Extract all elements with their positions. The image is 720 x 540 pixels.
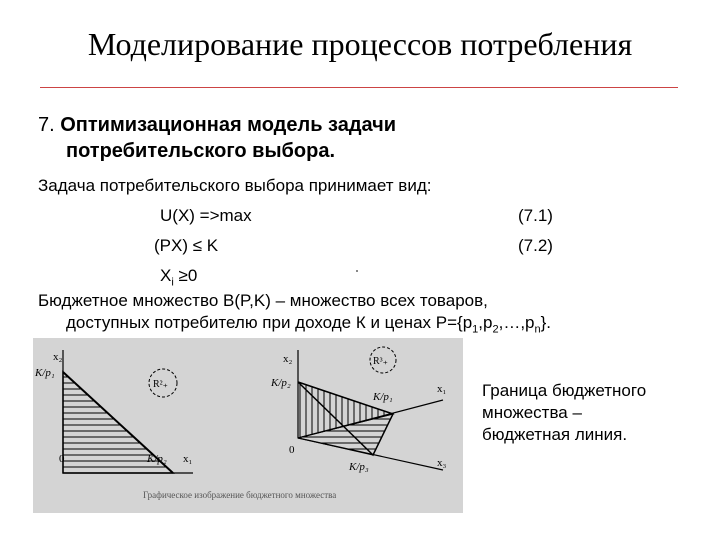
stray-dot	[356, 270, 358, 272]
figure-bottom-caption: Графическое изображение бюджетного множества	[143, 490, 337, 500]
right-k-p2-label: K/p₂	[271, 377, 291, 389]
left-k-p2-label: K/p₂	[147, 453, 167, 465]
right-k-p3-label: K/p₃	[349, 461, 369, 473]
section-title-line1: Оптимизационная модель задачи	[60, 114, 397, 136]
slide-title: Моделирование процессов потребления	[87, 26, 633, 62]
left-x2-label: x₂	[53, 351, 63, 363]
left-r2-label: R²₊	[153, 379, 168, 390]
budget-set-definition	[38, 290, 698, 340]
right-x3-label: x₃	[437, 457, 447, 469]
left-zero-label: 0	[59, 453, 65, 465]
caption-line3: бюджетная линия.	[482, 425, 628, 444]
left-budget-chart	[34, 350, 193, 473]
equation-label-7-1: (7.1)	[518, 206, 553, 225]
section-number: 7.	[38, 114, 55, 136]
right-r3-label: R³₊	[373, 356, 388, 367]
equation-utility: U(X) =>max	[160, 206, 252, 225]
budget-set-diagram	[33, 338, 463, 513]
equation-budget: (PX) ≤ K	[154, 236, 219, 255]
right-x2-label: x₂	[283, 353, 293, 365]
equation-label-7-2: (7.2)	[518, 236, 553, 255]
left-k-p1-label: K/p₁	[35, 367, 55, 379]
budget-line1: Бюджетное множество B(P,K) – множество всех товаров,	[38, 291, 488, 310]
figure-caption	[482, 380, 702, 446]
intro-text: Задача потребительского выбора принимает вид:	[38, 176, 432, 195]
budget-line2: доступных потребителю при доходе К и ценах $P=\{p_1,p_2,\dots,p_n\}$.	[66, 313, 552, 336]
equation-nonnegativity: $X_i \ge 0$	[160, 266, 198, 289]
title-divider	[40, 87, 678, 88]
section-heading	[38, 112, 396, 164]
caption-line2: множества –	[482, 403, 582, 422]
section-title-line2: потребительского выбора.	[66, 140, 336, 162]
caption-line1: Граница бюджетного	[482, 381, 647, 400]
budget-set-figure	[33, 338, 463, 513]
right-k-p1-label: K/p₁	[373, 391, 393, 403]
right-x1-label: x₁	[437, 383, 447, 395]
left-x1-label: x₁	[183, 453, 193, 465]
right-budget-chart	[270, 347, 447, 473]
right-zero-label: 0	[289, 444, 295, 456]
